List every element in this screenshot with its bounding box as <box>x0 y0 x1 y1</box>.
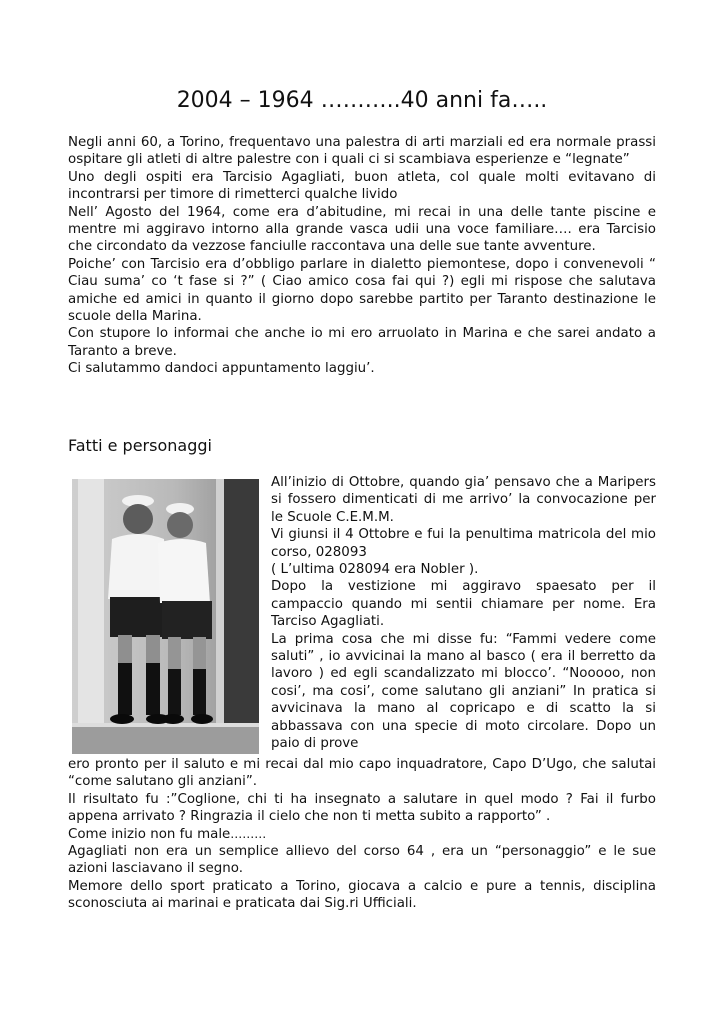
continuation-section <box>68 756 656 913</box>
small-line-ellipsis: ……… <box>230 826 267 841</box>
intro-section <box>68 134 656 378</box>
intro-paragraph: Negli anni 60, a Torino, frequentavo una palestra di arti marziali ed era normale prassi ospitare gli atleti di altre palestre con i quali ci si scambiava esperienze e “legnate” <box>68 135 656 168</box>
wrapped-paragraph: La prima cosa che mi disse fu: “Fammi vedere come saluti” , io avvicinai la mano al basco ( era il berretto da lavoro ) ed egli scandalizzato mi blocco’. “Nooooo, non cosi’, ma cosi’, come salutano gli anziani” In pratica si avvicinava la mano al copricapo e di scatto la si abbassava con una specie di moto circolare. Dopo un paio di prove <box>271 631 656 752</box>
wrapped-paragraph: Vi giunsi il 4 Ottobre e fui la penultima matricola del mio corso, 028093 <box>271 527 656 560</box>
section-heading: Fatti e personaggi <box>68 436 212 455</box>
intro-paragraph: Poiche’ con Tarcisio era d’obbligo parlare in dialetto piemontese, dopo i convenevoli “ Ciau suma’ co ‘t fase si ?” ( Ciao amico cosa fai qui ?) egli mi rispose che salutava amiche ed amici in quanto il giorno dopo sarebbe partito per Taranto destinazione le scuole della Marina. <box>68 256 656 325</box>
continuation-paragraph: Il risultato fu :”Coglione, chi ti ha insegnato a salutare in quel modo ? Fai il furbo appena arrivato ? Ringrazia il cielo che non ti metta subito a rapporto” . <box>68 791 656 825</box>
continuation-paragraph: Memore dello sport praticato a Torino, giocava a calcio e pure a tennis, disciplina sconosciuta ai marinai e praticata dai Sig.ri Ufficiali. <box>68 878 656 912</box>
intro-paragraph: Uno degli ospiti era Tarcisio Agagliati, buon atleta, col quale molti evitavano di incontrarsi per timore di rimetterci qualche livido <box>68 169 656 203</box>
wrapped-text-column <box>271 474 656 753</box>
intro-paragraph: Nell’ Agosto del 1964, come era d’abitudine, mi recai in una delle tante piscine e mentre mi aggiravo intorno alla grande vasca udii una voce familiare…. era Tarcisio che circondato da vezzose fanciulle raccontava una delle sue tante avventure. <box>68 204 656 255</box>
intro-paragraph: Ci salutammo dandoci appuntamento laggiu’. <box>68 361 375 377</box>
small-line-text: Come inizio non fu male <box>68 826 231 842</box>
wrapped-paragraph: Dopo la vestizione mi aggiravo spaesato per il campaccio quando mi sentii chiamare per nome. Era Tarciso Agagliati. <box>271 579 656 630</box>
page-title: 2004 – 1964 ………..40 anni fa….. <box>176 88 548 113</box>
continuation-paragraph <box>68 826 656 843</box>
continuation-paragraph: Agagliati non era un semplice allievo del corso 64 , era un “personaggio” e le sue azioni lasciavano il segno. <box>68 844 656 877</box>
continuation-paragraph: ero pronto per il saluto e mi recai dal mio capo inquadratore, Capo D’Ugo, che salutai “come salutano gli anziani”. <box>68 757 656 790</box>
sailors-photo <box>72 479 259 754</box>
intro-paragraph: Con stupore lo informai che anche io mi ero arruolato in Marina e che sarei andato a Taranto a breve. <box>68 326 656 359</box>
wrapped-paragraph: All’inizio di Ottobre, quando gia’ pensavo che a Maripers si fossero dimenticati di me arrivo’ la convocazione per le Scuole C.E.M.M. <box>271 475 656 525</box>
wrapped-paragraph: ( L’ultima 028094 era Nobler ). <box>271 562 479 578</box>
